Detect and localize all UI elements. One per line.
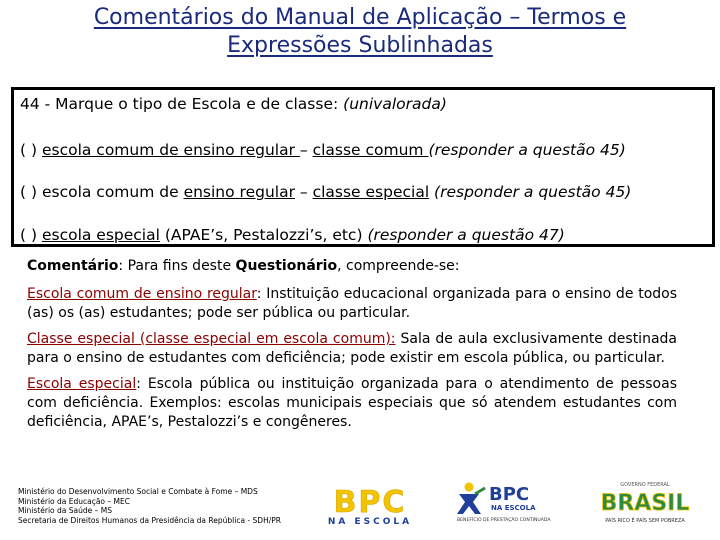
definition-item	[27, 375, 677, 432]
figure-arm-icon	[475, 488, 485, 494]
option-1-dash: –	[299, 141, 313, 159]
bpc2-main-text: BPC	[489, 484, 530, 505]
definition-item	[27, 285, 677, 323]
option-1[interactable]	[20, 140, 626, 160]
definition-term: Escola especial	[27, 376, 137, 392]
comment-heading	[27, 257, 677, 276]
comment-intro-bold: Questionário	[235, 258, 338, 274]
footer-ministries	[18, 487, 281, 525]
definition-term: Escola comum de ensino regular	[27, 286, 257, 302]
option-2-note: (responder a questão 45)	[429, 183, 632, 201]
brasil-top-text: GOVERNO FEDERAL	[620, 482, 670, 488]
bpc2-caption: BENEFÍCIO DE PRESTAÇÃO CONTINUADA	[457, 518, 551, 523]
option-3-part1-underlined: escola especial	[41, 226, 160, 244]
option-3-note: (responder a questão 47)	[367, 226, 565, 244]
option-3-part2: (APAE’s, Pestalozzi’s, etc)	[159, 226, 368, 244]
title-line-1: Comentários do Manual de Aplicação – Termos e	[93, 5, 627, 30]
bpc2-sub-text: NA ESCOLA	[491, 504, 536, 512]
page-title	[0, 4, 720, 60]
option-3[interactable]	[20, 225, 565, 245]
definition-text: : Instituição educacional organizada para o ensino de todos (as) os (as) estudantes; pode ser pública ou particular.	[27, 286, 677, 321]
footer-line: Secretaria de Direitos Humanos da Presidência da República - SDH/PR	[18, 515, 281, 525]
question-box	[11, 87, 715, 247]
question-stem	[20, 94, 447, 114]
figure-head-icon	[465, 483, 474, 492]
title-line-2: Expressões Sublinhadas	[227, 33, 493, 58]
option-2-part1-underlined: ensino regular	[183, 183, 295, 201]
bpc-logo-figure	[455, 480, 573, 528]
option-1-checkbox[interactable]: ( )	[20, 141, 42, 159]
definition-item	[27, 330, 677, 368]
figure-body-icon	[457, 494, 481, 514]
comments-section	[27, 257, 677, 439]
brasil-government-logo	[595, 478, 695, 528]
footer-line: Ministério do Desenvolvimento Social e Combate à Fome – MDS	[18, 487, 258, 496]
definition-text: : Escola pública ou instituição organizada para o atendimento de pessoas com deficiência. Exemplos: escolas municipais especiais que só atendem estudantes com deficiência, APAE’s, Pestalozzi’s e congêneres.	[27, 376, 677, 430]
footer-line: Ministério da Saúde – MS	[18, 506, 112, 515]
footer-line: Ministério da Educação – MEC	[18, 496, 130, 506]
bpc-logo-main-text: BPC	[333, 485, 407, 520]
comment-intro: : Para fins deste	[118, 258, 236, 274]
option-1-part2: classe comum	[312, 141, 429, 159]
comment-intro-tail: , compreende-se:	[337, 258, 460, 274]
option-1-note: (responder a questão 45)	[428, 141, 626, 159]
option-1-part1: escola comum de ensino regular	[41, 141, 300, 159]
definition-text: Sala de aula exclusivamente destinada para o ensino de estudantes com deficiência; pode existir em escola pública, ou particular.	[27, 331, 677, 366]
option-2-dash: –	[294, 183, 313, 201]
option-2-part1: escola comum de	[41, 183, 184, 201]
brasil-main-text: BRASIL	[600, 491, 690, 516]
question-stem-text: 44 - Marque o tipo de Escola e de classe:	[20, 95, 344, 113]
option-3-checkbox[interactable]: ( )	[20, 226, 42, 244]
question-stem-note: (univalorada)	[343, 95, 447, 113]
definition-term: Classe especial (classe especial em escola comum):	[27, 331, 396, 347]
comment-label: Comentário	[27, 258, 119, 274]
bpc-na-escola-logo	[312, 482, 428, 526]
brasil-sub-text: PAÍS RICO É PAÍS SEM POBREZA	[605, 518, 685, 524]
bpc-logo-sub-text: NA ESCOLA	[327, 517, 413, 526]
option-2[interactable]	[20, 182, 631, 202]
option-2-checkbox[interactable]: ( )	[20, 183, 42, 201]
option-2-part2-underlined: classe especial	[312, 183, 430, 201]
